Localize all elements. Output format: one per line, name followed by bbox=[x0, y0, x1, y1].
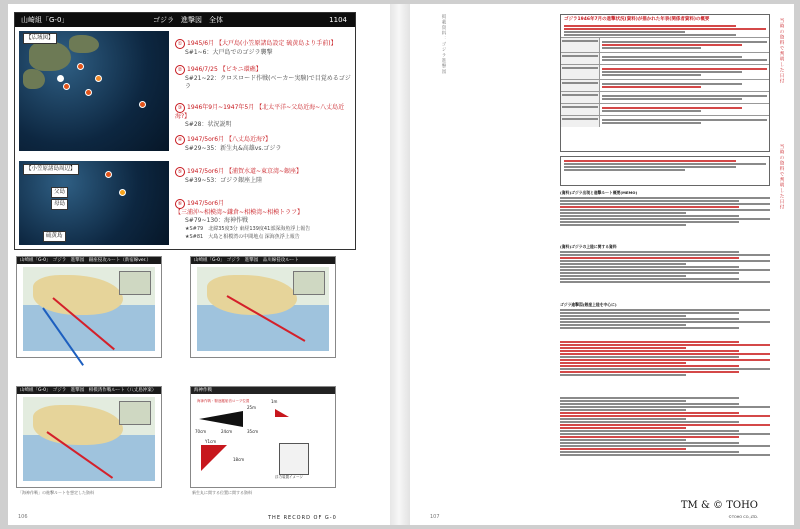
vertical-label-1: 掲載資料：ゴジラ進撃図 bbox=[441, 14, 446, 75]
document-box-2 bbox=[560, 156, 770, 186]
pin-4 bbox=[85, 89, 92, 96]
footer-title: THE RECORD OF G-0 bbox=[268, 515, 337, 521]
ship-shape bbox=[199, 411, 243, 427]
pin-5 bbox=[63, 83, 70, 90]
right-page bbox=[410, 4, 794, 525]
left-page-number: 106 bbox=[18, 514, 28, 520]
copyright-badge: TM & © TOHO bbox=[680, 500, 758, 511]
wide-area-map bbox=[19, 31, 169, 151]
caption-2: 新生丸に関する位置に関する資料 bbox=[192, 490, 252, 495]
pin-2 bbox=[95, 75, 102, 82]
right-page-number: 107 bbox=[430, 514, 440, 520]
section-final bbox=[560, 396, 770, 457]
caption-1: 「海神作戦」の進撃ルートを想定した資料 bbox=[18, 490, 94, 495]
event-3: ③ 1946年9月~1947年5月 【北太平洋~父島近海~八丈島近海?】 S#28：状況説明 bbox=[175, 104, 345, 128]
event-6: ⑥ 1947/5or6月 【三浦沖~相模湾~鎌倉~相模湾~相模トラフ】 S#79~130：海神作戦 ★S#79 北緯35度3分 東経139度41部深海魚浮上報告 ★S#81 大島と相模湾の中間地点 深海魚浮上報告 bbox=[175, 200, 311, 240]
section-red-notes bbox=[560, 340, 770, 377]
pin-1 bbox=[77, 63, 84, 70]
wide-area-label: 【広域図】 bbox=[23, 33, 57, 44]
float-device-image bbox=[279, 443, 309, 475]
pin-island-2 bbox=[119, 189, 126, 196]
chichijima-label: 父島 bbox=[51, 187, 68, 198]
pin-6 bbox=[57, 75, 64, 82]
iwojima-label: 硫黄島 bbox=[43, 231, 66, 242]
thumb-3: 山崎組「G-0」 ゴジラ 進撃図 相模湾作戦ルート（八丈島沖案） bbox=[16, 386, 162, 488]
main-slide bbox=[14, 12, 356, 250]
ogasawara-label: 【小笠原諸島周辺】 bbox=[23, 164, 79, 175]
slide-header bbox=[15, 13, 355, 27]
document-box-1 bbox=[560, 14, 770, 152]
event-5: ⑤ 1947/5or6月 【浦賀水道~東京湾~銀座】 S#39~53：ゴジラ銀座上陸 bbox=[175, 167, 353, 185]
pin-3 bbox=[139, 101, 146, 108]
section-landing: (資料)ゴジラの上陸に関する資料 bbox=[560, 244, 770, 284]
event-2: ② 1946/7/25 【ビキニ環礁】 S#21~22：クロスロード作戦(ベーカー実験)で目覚めるゴジラ bbox=[175, 65, 353, 91]
flag-shape bbox=[275, 409, 289, 417]
slide-subject: ゴジラ 進撃図 全体 bbox=[153, 16, 223, 24]
hahajima-label: 母島 bbox=[51, 199, 68, 210]
section-memo: (資料)ゴジラ出現と進撃ルート概要(MEMO) bbox=[560, 190, 770, 227]
vertical-label-3: 当時の資料で判明した日付 bbox=[779, 144, 784, 210]
copyright-credit: ©TOHO CO.,LTD. bbox=[728, 515, 758, 519]
slide-title: 山崎組「G-0」 bbox=[21, 16, 69, 24]
thumb-1: 山崎組「G-0」 ゴジラ 進撃図 銀座侵攻ルート（新宿線ver.） bbox=[16, 256, 162, 358]
slide-number: 1104 bbox=[329, 16, 347, 24]
left-page bbox=[8, 4, 390, 525]
section-route: ゴジラ進撃図(銀座上陸を中心に) bbox=[560, 302, 770, 330]
event-1: ① 1945/6月 【大戸島(小笠原諸島設定 硫黄島より手前)】 S#1~6：大戸島でのゴジラ襲撃 bbox=[175, 39, 353, 57]
event-4: ④ 1947/5or6月 【八丈島近海?】 S#29~35：新生丸&高雄vs.ゴジラ bbox=[175, 135, 353, 153]
gutter bbox=[390, 4, 410, 525]
headline-box: ゴジラ1946年7月の進撃状況(資料)が描かれた年表(関係者資料)の概要 bbox=[564, 17, 710, 22]
vertical-label-2: 当時の資料で判明した日付 bbox=[779, 18, 784, 84]
thumb-2: 山崎組「G-0」 ゴジラ 進撃図 品川線侵攻ルート bbox=[190, 256, 336, 358]
pin-island bbox=[105, 171, 112, 178]
triangle-shape bbox=[201, 445, 227, 471]
thumb-4: 海神作戦 海神作戦・駆逐艦船首ロープ位置 25m 70cm 35cm 24cm 1m Y1cm 18cm 浮力装置イメージ bbox=[190, 386, 336, 488]
